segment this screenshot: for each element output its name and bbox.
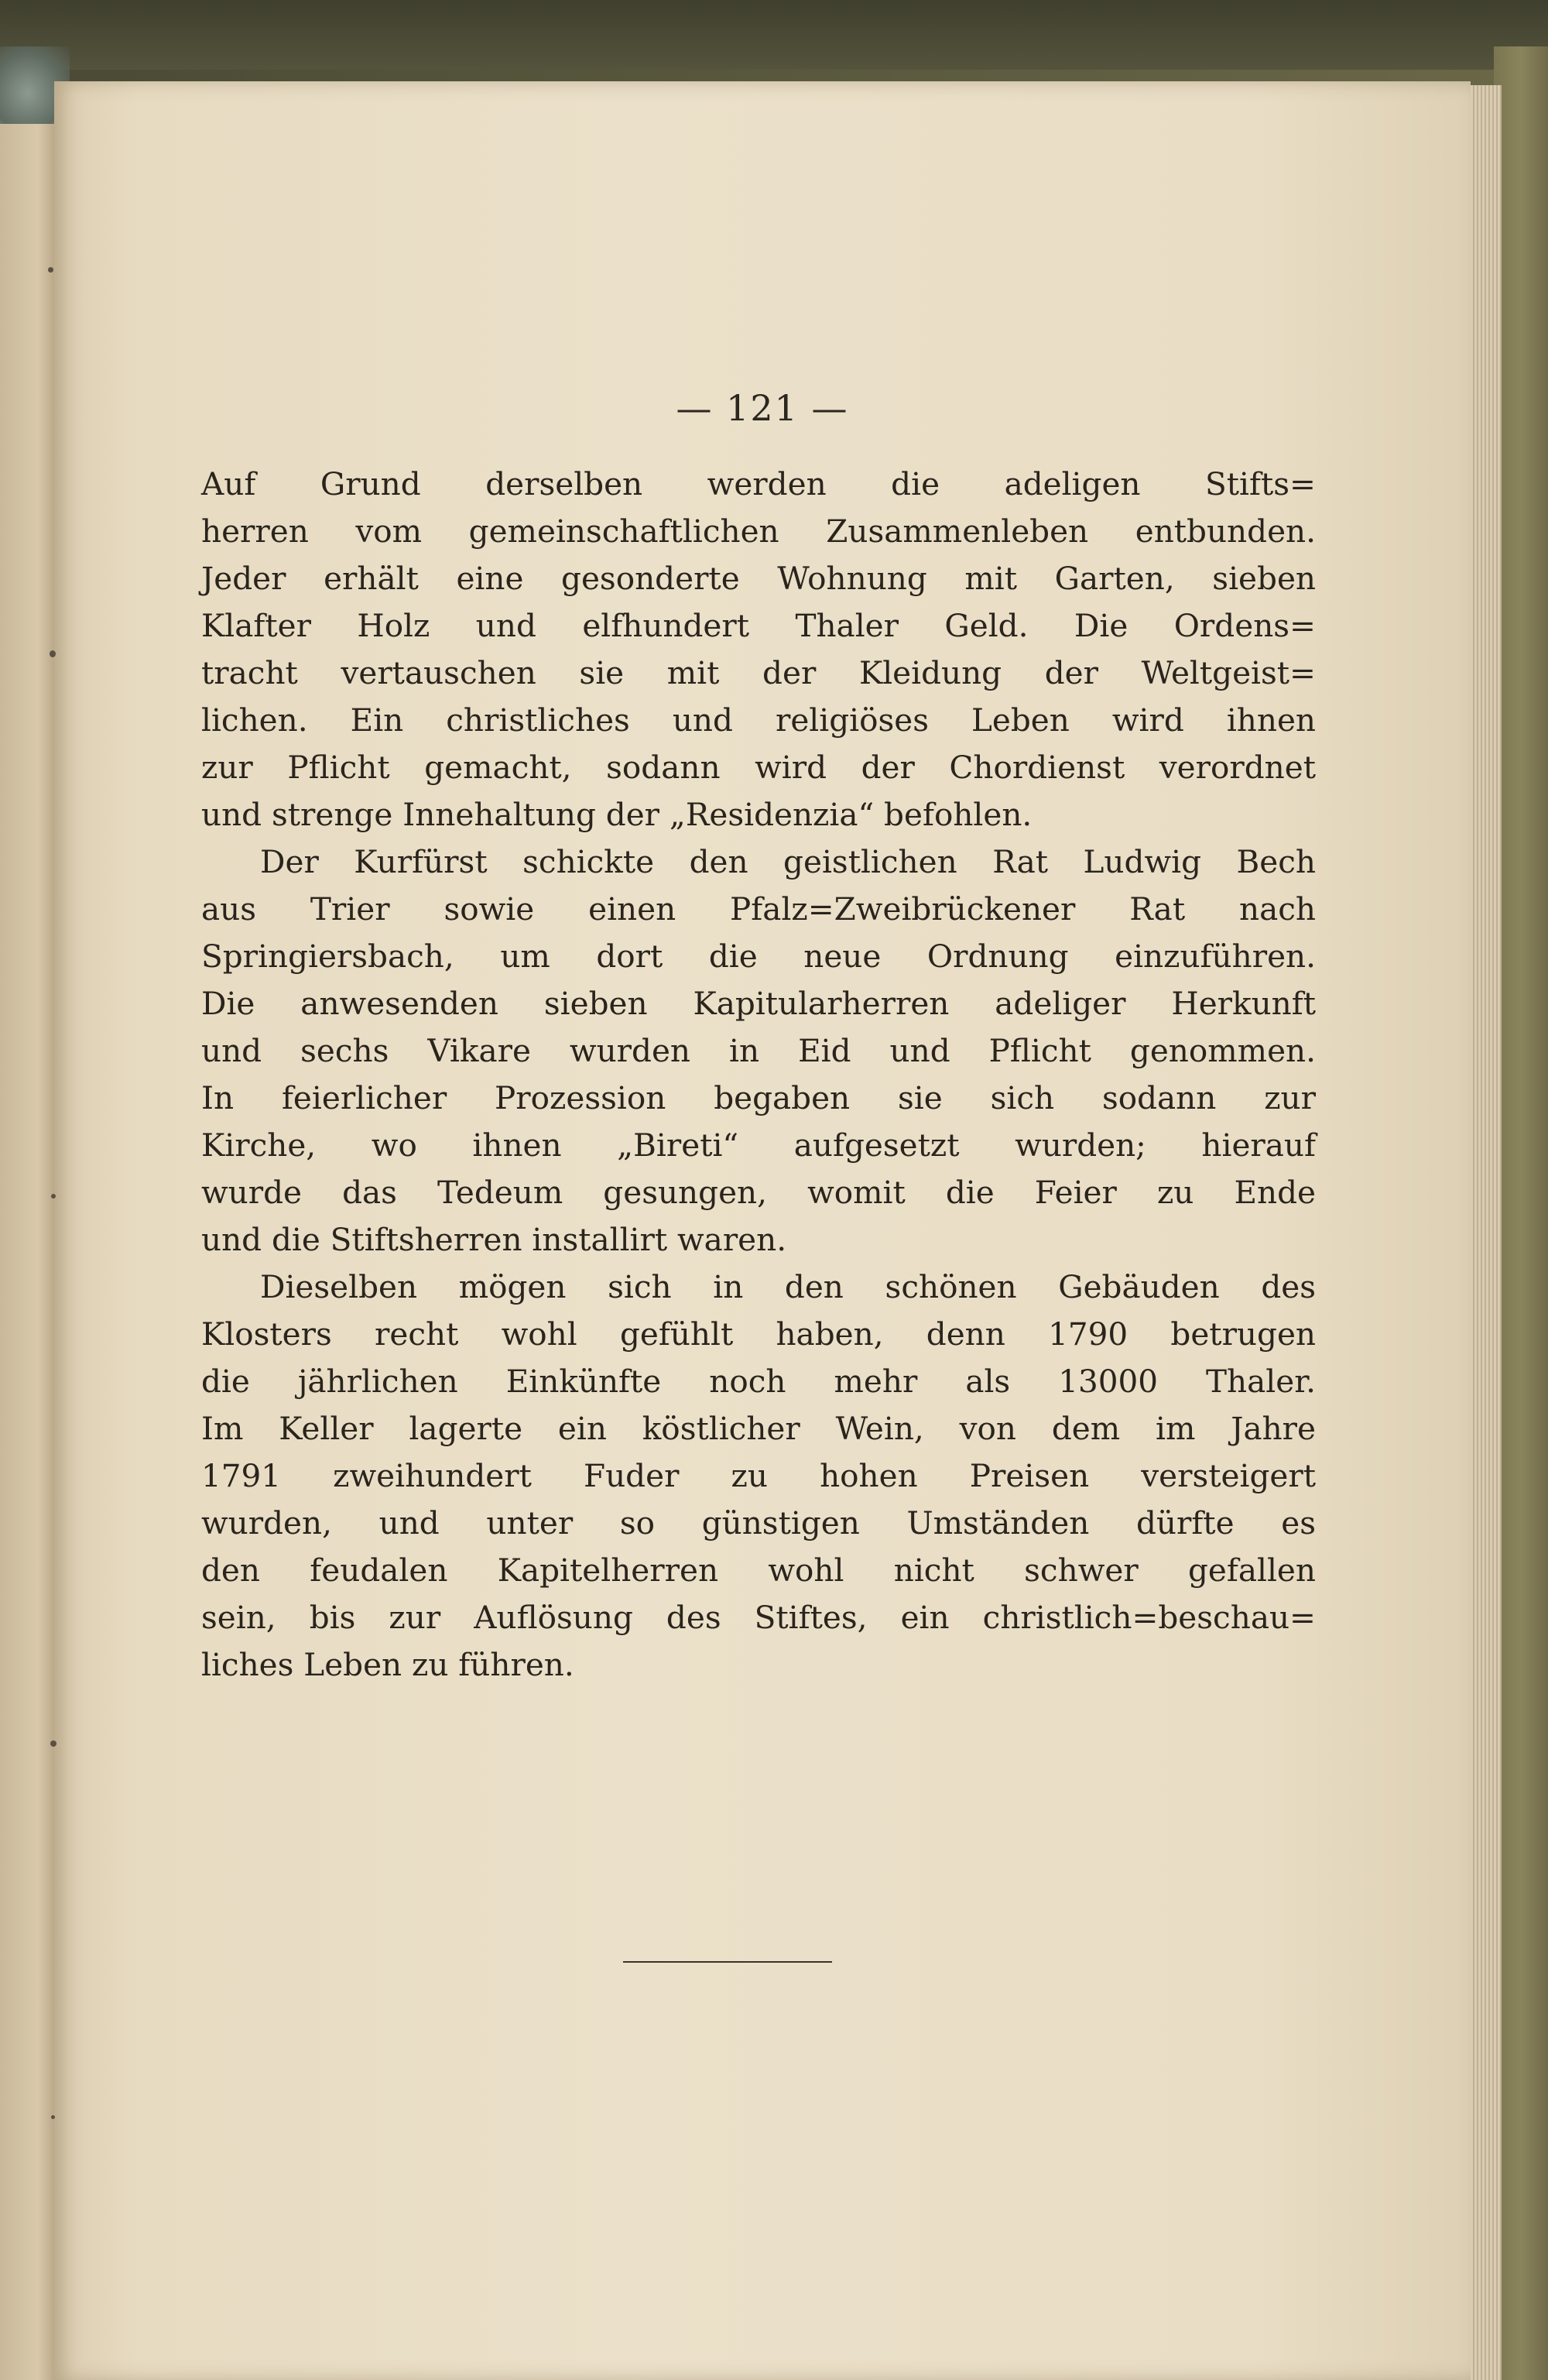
text-line: wurden, und unter so günstigen Umständen dürfte es <box>201 1504 1316 1542</box>
text-line: 1791 zweihundert Fuder zu hohen Preisen versteigert <box>201 1457 1316 1494</box>
text-line: liches Leben zu führen. <box>201 1646 574 1683</box>
paper-speck <box>48 267 53 273</box>
text-line: Kirche, wo ihnen „Bireti“ aufgesetzt wurden; hierauf <box>201 1127 1316 1164</box>
text-line: die jährlichen Einkünfte noch mehr als 13000 Thaler. <box>201 1363 1316 1400</box>
text-line: zur Pflicht gemacht, sodann wird der Chordienst verordnet <box>201 749 1316 786</box>
text-line: sein, bis zur Auflösung des Stiftes, ein christlich=beschau= <box>201 1599 1316 1636</box>
page-number: — 121 — <box>676 387 849 429</box>
text-line: lichen. Ein christliches und religiöses Leben wird ihnen <box>201 701 1316 739</box>
text-line: Jeder erhält eine gesonderte Wohnung mit Garten, sieben <box>201 560 1316 597</box>
text-line: Die anwesenden sieben Kapitularherren adeliger Herkunft <box>201 985 1316 1022</box>
end-rule <box>623 1961 832 1963</box>
text-line: wurde das Tedeum gesungen, womit die Feier zu Ende <box>201 1174 1316 1211</box>
paper-speck <box>50 650 56 657</box>
text-line: herren vom gemeinschaftlichen Zusammenleben entbunden. <box>201 513 1316 550</box>
text-line: den feudalen Kapitelherren wohl nicht schwer gefallen <box>201 1552 1316 1589</box>
paper-speck <box>51 1194 56 1199</box>
text-line: und sechs Vikare wurden in Eid und Pflicht genommen. <box>201 1032 1316 1069</box>
paper-speck <box>50 1740 57 1747</box>
text-line: aus Trier sowie einen Pfalz=Zweibrückener Rat nach <box>201 890 1316 928</box>
paragraph <box>201 461 1316 838</box>
text-line: Klafter Holz und elfhundert Thaler Geld. Die Ordens= <box>201 607 1316 644</box>
text-line: Dieselben mögen sich in den schönen Gebäuden des <box>260 1268 1316 1305</box>
text-line: und die Stiftsherren installirt waren. <box>201 1221 787 1258</box>
book-cover-top <box>0 0 1548 70</box>
body-text <box>201 461 1316 1689</box>
previous-page-edge <box>0 108 54 2380</box>
paragraph <box>201 838 1316 1264</box>
text-line: Springiersbach, um dort die neue Ordnung einzuführen. <box>201 938 1316 975</box>
text-line: Im Keller lagerte ein köstlicher Wein, von dem im Jahre <box>201 1410 1316 1447</box>
text-line: In feierlicher Prozession begaben sie sich sodann zur <box>201 1079 1316 1116</box>
text-line: und strenge Innehaltung der „Residenzia“ befohlen. <box>201 796 1033 833</box>
text-line: tracht vertauschen sie mit der Kleidung der Weltgeist= <box>201 654 1316 691</box>
text-line: Auf Grund derselben werden die adeligen Stifts= <box>201 465 1316 502</box>
paper-speck <box>51 2115 55 2119</box>
text-line: Klosters recht wohl gefühlt haben, denn 1790 betrugen <box>201 1315 1316 1353</box>
book-cover-right <box>1494 46 1548 2380</box>
paragraph <box>201 1264 1316 1689</box>
book-page <box>54 81 1471 2380</box>
text-line: Der Kurfürst schickte den geistlichen Rat Ludwig Bech <box>260 843 1316 880</box>
